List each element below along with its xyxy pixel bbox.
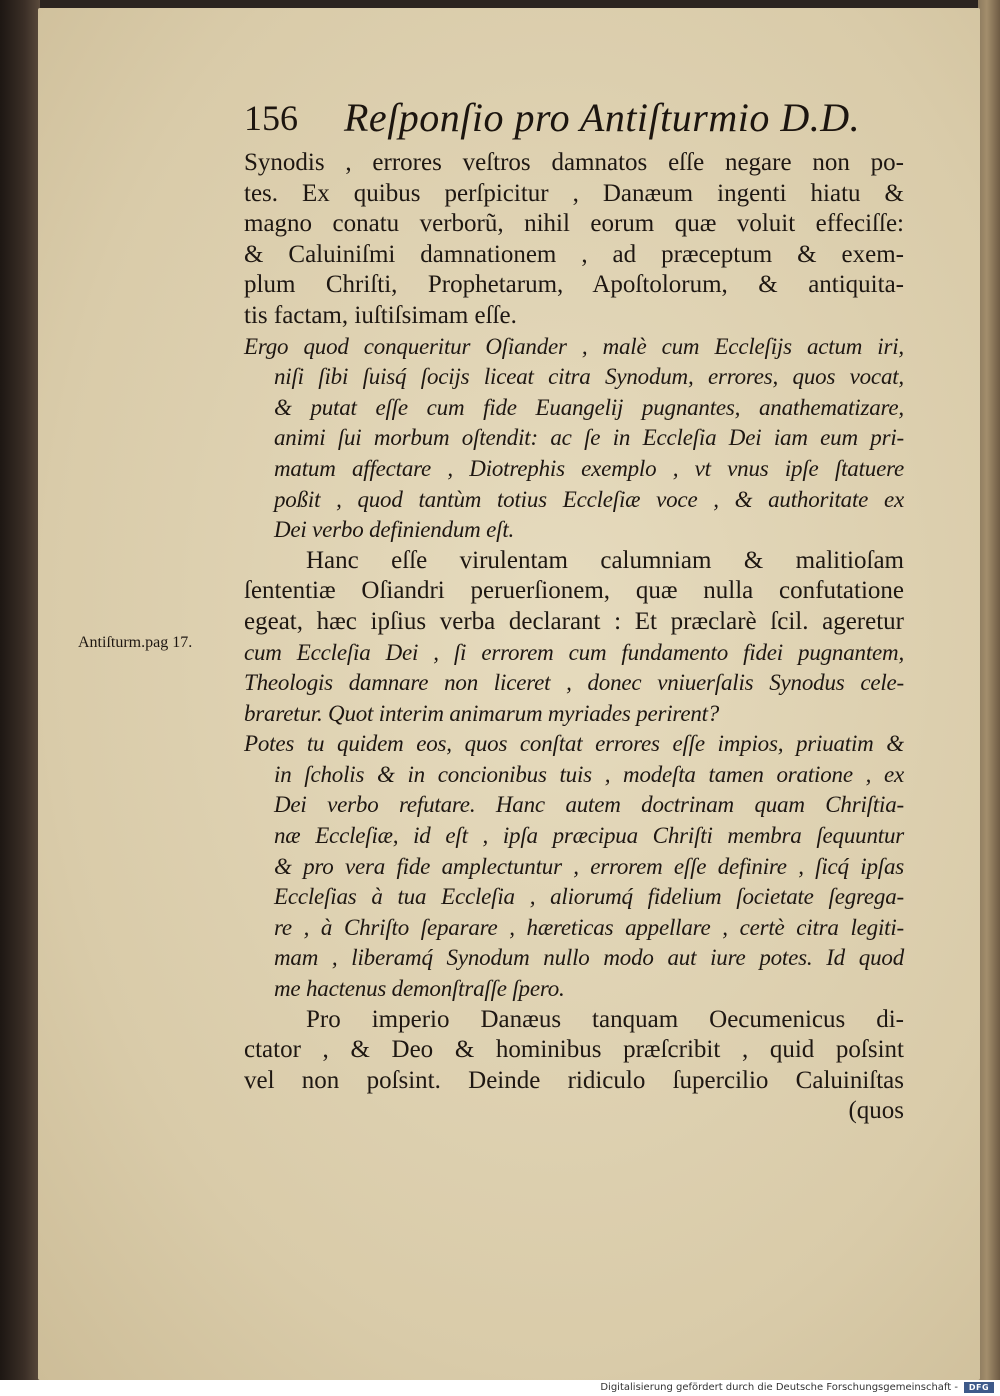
text-line: Dei verbo refutare. Hanc autem doctrinam quam Chriſtia-	[274, 792, 904, 818]
text-line: & pro vera fide amplectuntur , errorem eſſe definire , ſicq́ ipſas	[274, 853, 904, 879]
text-line: ctator , & Deo & hominibus præſcribit , quid poſsint	[244, 1036, 904, 1064]
text-line: ſententiæ Oſiandri peruerſionem, quæ nulla confutatione	[244, 577, 904, 605]
text-line: tes. Ex quibus perſpicitur , Danæum ingenti hiatu &	[244, 179, 904, 207]
text-line: braretur. Quot interim animarum myriades perirent?	[244, 700, 720, 726]
text-line: Hanc eſſe virulentam calumniam & malitioſam	[306, 546, 904, 574]
text-line: matum affectare , Diotrephis exemplo , vt vnus ipſe ſtatuere	[274, 455, 904, 481]
page-header	[244, 88, 904, 148]
text-line: poßit , quod tantùm totius Eccleſiæ voce , & authoritate ex	[274, 486, 904, 512]
footer-credit: Digitalisierung gefördert durch die Deutsche Forschungsgemeinschaft -	[600, 1382, 958, 1393]
text-line: vel non poſsint. Deinde ridiculo ſupercilio Caluiniſtas	[244, 1066, 904, 1094]
text-line: Dei verbo definiendum eſt.	[274, 517, 515, 543]
marginal-note: Antiſturm.pag 17.	[78, 634, 193, 651]
text-line: Theologis damnare non liceret , donec vniuerſalis Synodus cele-	[244, 670, 904, 696]
text-line: me hactenus demonſtraſſe ſpero.	[274, 976, 565, 1002]
text-line: Potes tu quidem eos, quos conſtat errores eſſe impios, priuatim &	[244, 731, 904, 757]
text-line: Synodis , errores veſtros damnatos eſſe negare non po-	[244, 149, 904, 176]
text-line: magno conatu verborũ, nihil eorum quæ voluit effeciſſe:	[244, 210, 904, 238]
book-edge-left	[0, 0, 40, 1380]
text-line: tis factam, iuſtiſsimam eſſe.	[244, 301, 517, 329]
page-number: 156	[244, 98, 298, 138]
body-text	[244, 148, 904, 1127]
text-line: & putat eſſe cum fide Euangelij pugnantes, anathematizare,	[274, 394, 904, 420]
text-line: egeat, hæc ipſius verba declarant : Et præclarè ſcil. ageretur	[244, 607, 904, 635]
text-line: Eccleſias à tua Eccleſia , aliorumq́ fidelium ſocietate ſegrega-	[274, 884, 904, 910]
dfg-logo-icon: DFG	[964, 1382, 994, 1393]
text-line: Pro imperio Danæus tanquam Oecumenicus di-	[306, 1005, 904, 1033]
text-line: in ſcholis & in concionibus tuis , modeſta tamen oratione , ex	[274, 761, 904, 787]
text-line: & Caluiniſmi damnationem , ad præceptum & exem-	[244, 240, 904, 268]
text-line: Ergo quod conqueritur Oſiander , malè cum Eccleſijs actum iri,	[244, 333, 904, 359]
text-line: re , à Chriſto ſeparare , hæreticas appellare , certè citra legiti-	[274, 914, 904, 940]
catchword: (quos	[848, 1097, 904, 1125]
text-line: cum Eccleſia Dei , ſi errorem cum fundamento fidei pugnantem,	[244, 639, 904, 665]
text-line: næ Eccleſiæ, id eſt , ipſa præcipua Chriſti membra ſequuntur	[274, 823, 904, 849]
text-line: mam , liberamq́ Synodum nullo modo aut iure potes. Id quod	[274, 945, 904, 971]
text-line: plum Chriſti, Prophetarum, Apoſtolorum, & antiquita-	[244, 271, 904, 299]
book-edge-right	[978, 0, 1000, 1380]
running-title: Reſponſio pro Antiſturmio D.D.	[344, 95, 861, 140]
text-line: animi ſui morbum oſtendit: ac ſe in Eccleſia Dei iam eum pri-	[274, 425, 904, 451]
text-line: niſi ſibi ſuisq́ ſocijs liceat citra Synodum, errores, quos vocat,	[274, 364, 904, 390]
